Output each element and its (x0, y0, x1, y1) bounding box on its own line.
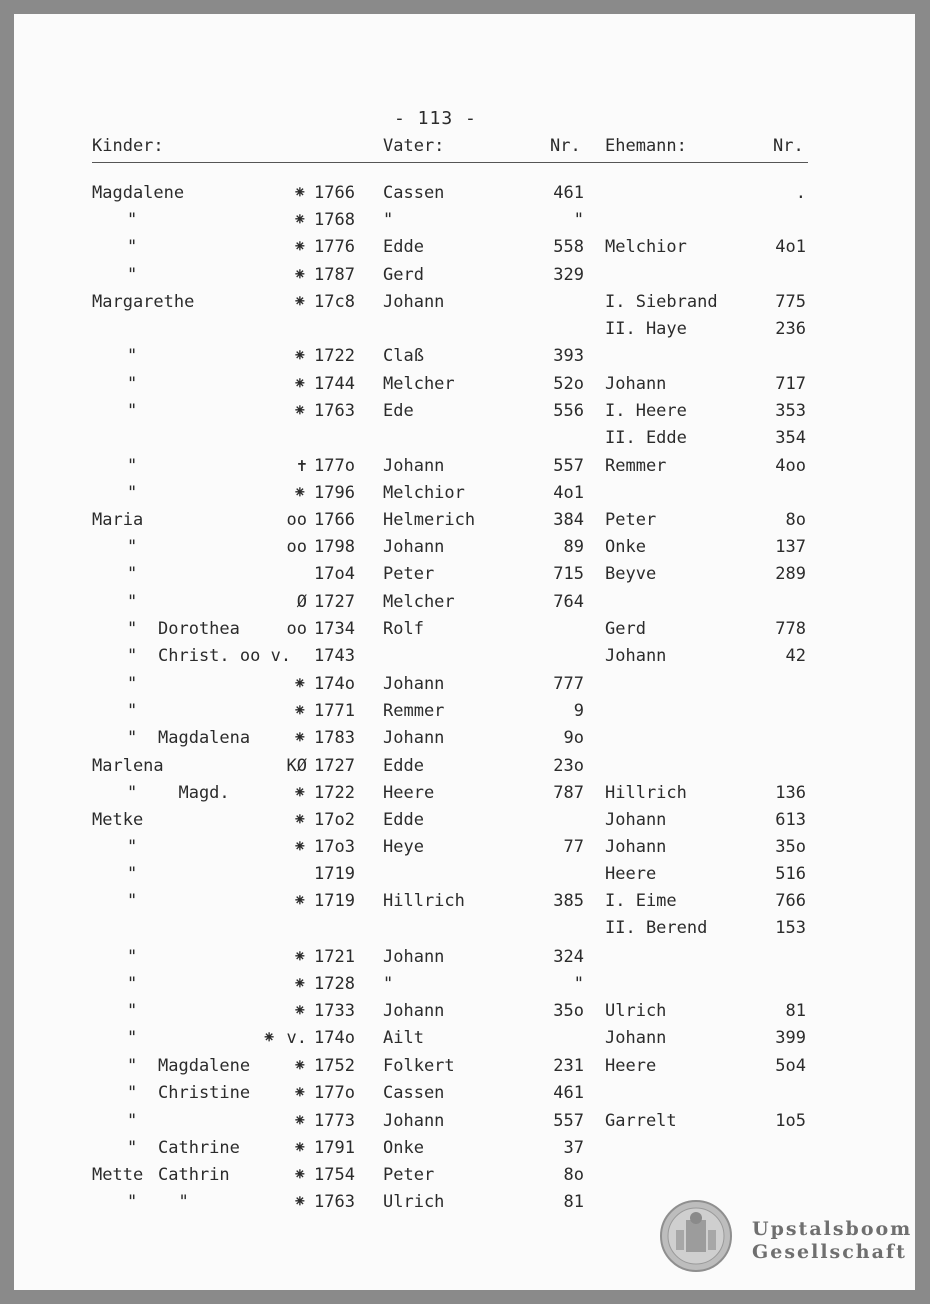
father-number: 777 (553, 674, 584, 694)
year: 1722 (314, 346, 355, 366)
husband-name: Johann (605, 810, 667, 830)
father-number: 81 (563, 1192, 584, 1212)
father-number: 4o1 (553, 483, 584, 503)
symbol: ⁕ (292, 1165, 307, 1185)
father-name: Peter (383, 1165, 435, 1185)
year: 1791 (314, 1138, 355, 1158)
husband-name: Gerd (605, 619, 646, 639)
year: 1766 (314, 183, 355, 203)
ditto-mark: " (127, 974, 138, 994)
husband-name: Heere (605, 1056, 657, 1076)
table-row (0, 917, 930, 944)
symbol: oo (286, 537, 307, 557)
husband-name: Peter (605, 510, 657, 530)
husband-number: 1o5 (775, 1111, 806, 1131)
father-name: Hillrich (383, 891, 465, 911)
header-kinder: Kinder: (92, 136, 164, 156)
table-row (0, 509, 930, 536)
sub-name: Christine (158, 1083, 251, 1103)
sub-name: " (158, 1192, 189, 1212)
husband-number: 137 (775, 537, 806, 557)
table-row (0, 645, 930, 672)
husband-number: 81 (785, 1001, 806, 1021)
father-number: 557 (553, 456, 584, 476)
husband-number: 289 (775, 564, 806, 584)
symbol: ⁕ (292, 701, 307, 721)
year: 1743 (314, 646, 355, 666)
husband-number: 4oo (775, 456, 806, 476)
ditto-mark: " (127, 619, 138, 639)
year: 1733 (314, 1001, 355, 1021)
ditto-mark: " (127, 237, 138, 257)
year: 1796 (314, 483, 355, 503)
year: 177o (314, 456, 355, 476)
symbol: ✝ (296, 456, 307, 476)
sub-name: Magd. (158, 783, 230, 803)
father-name: Peter (383, 564, 435, 584)
year: 1744 (314, 374, 355, 394)
table-row (0, 1191, 930, 1218)
year: 1728 (314, 974, 355, 994)
father-number: 461 (553, 1083, 584, 1103)
ditto-mark: " (127, 265, 138, 285)
sub-name: Cathrin (158, 1165, 230, 1185)
table-row (0, 345, 930, 372)
year: 174o (314, 1028, 355, 1048)
year: 1776 (314, 237, 355, 257)
year: 1727 (314, 592, 355, 612)
father-name: Cassen (383, 1083, 445, 1103)
table-row (0, 809, 930, 836)
society-name-line1: Upstalsboom (752, 1218, 913, 1240)
table-row (0, 1027, 930, 1054)
symbol: ⁕ (292, 1111, 307, 1131)
father-number: 558 (553, 237, 584, 257)
symbol: ⁕ (292, 837, 307, 857)
ditto-mark: " (127, 374, 138, 394)
father-name: Johann (383, 456, 445, 476)
symbol: ⁕ (292, 346, 307, 366)
year: 1722 (314, 783, 355, 803)
ditto-mark: " (127, 1192, 138, 1212)
husband-name: Heere (605, 864, 657, 884)
sub-name: Magdalena (158, 728, 251, 748)
father-name: Ailt (383, 1028, 424, 1048)
symbol: ⁕ (292, 947, 307, 967)
symbol: ⁕ (292, 210, 307, 230)
symbol: ⁕ (292, 483, 307, 503)
year: 1763 (314, 1192, 355, 1212)
sub-name: Cathrine (158, 1138, 240, 1158)
symbol: ⁕ (292, 374, 307, 394)
father-number: 329 (553, 265, 584, 285)
name: Magdalene (92, 183, 185, 203)
society-name-line2: Gesellschaft (752, 1241, 907, 1263)
table-row (0, 455, 930, 482)
husband-name: Ulrich (605, 1001, 667, 1021)
father-number: 385 (553, 891, 584, 911)
father-number: 764 (553, 592, 584, 612)
father-name: Helmerich (383, 510, 476, 530)
table-row (0, 782, 930, 809)
sub-name: Magdalene (158, 1056, 251, 1076)
table-row (0, 700, 930, 727)
year: 17o3 (314, 837, 355, 857)
father-number: 556 (553, 401, 584, 421)
header-nr: Nr. (550, 136, 581, 156)
table-row (0, 973, 930, 1000)
table-row (0, 291, 930, 318)
year: 1783 (314, 728, 355, 748)
father-number: 8o (563, 1165, 584, 1185)
symbol: ⁕ (292, 1138, 307, 1158)
father-name: Cassen (383, 183, 445, 203)
ditto-mark: " (127, 891, 138, 911)
husband-name: II. Haye (605, 319, 687, 339)
year: 1719 (314, 864, 355, 884)
year: 1773 (314, 1111, 355, 1131)
ditto-mark: " (127, 728, 138, 748)
year: 1727 (314, 756, 355, 776)
year: 1766 (314, 510, 355, 530)
husband-number: 775 (775, 292, 806, 312)
husband-number: 717 (775, 374, 806, 394)
symbol: ⁕ (292, 728, 307, 748)
symbol: ⁕ v. (262, 1028, 307, 1048)
father-name: Johann (383, 947, 445, 967)
ditto-mark: " (127, 864, 138, 884)
table-row (0, 427, 930, 454)
year: 1721 (314, 947, 355, 967)
father-number: 715 (553, 564, 584, 584)
header-rule (92, 162, 808, 163)
father-name: Heere (383, 783, 435, 803)
father-name: Ulrich (383, 1192, 445, 1212)
table-row (0, 318, 930, 345)
ditto-mark: " (127, 346, 138, 366)
symbol: ⁕ (292, 974, 307, 994)
table-row (0, 1055, 930, 1082)
husband-name: Beyve (605, 564, 657, 584)
symbol: ⁕ (292, 891, 307, 911)
father-name: Onke (383, 1138, 424, 1158)
father-name: Johann (383, 292, 445, 312)
ditto-mark: " (127, 537, 138, 557)
husband-number: 136 (775, 783, 806, 803)
ditto-mark: " (127, 210, 138, 230)
year: 17o2 (314, 810, 355, 830)
ditto-mark: " (127, 783, 138, 803)
ditto-mark: " (127, 456, 138, 476)
husband-name: Johann (605, 374, 667, 394)
husband-name: I. Heere (605, 401, 687, 421)
father-name: Folkert (383, 1056, 455, 1076)
table-row (0, 1082, 930, 1109)
symbol: ⁕ (292, 183, 307, 203)
father-number: 89 (563, 537, 584, 557)
father-name: Edde (383, 756, 424, 776)
ditto-mark: " (127, 564, 138, 584)
husband-number: 613 (775, 810, 806, 830)
father-name: Johann (383, 674, 445, 694)
father-name: Gerd (383, 265, 424, 285)
husband-number: 353 (775, 401, 806, 421)
father-name: Edde (383, 810, 424, 830)
husband-number: 42 (785, 646, 806, 666)
ditto-mark: " (127, 837, 138, 857)
header-nr-2: Nr. (773, 136, 804, 156)
ditto-mark: " (127, 1001, 138, 1021)
symbol: ⁕ (292, 265, 307, 285)
ditto-mark: " (127, 701, 138, 721)
ditto-mark: " (127, 674, 138, 694)
name: Marlena (92, 756, 164, 776)
husband-name: Onke (605, 537, 646, 557)
father-number: 393 (553, 346, 584, 366)
table-row (0, 209, 930, 236)
husband-name: II. Edde (605, 428, 687, 448)
father-number: 384 (553, 510, 584, 530)
symbol: ⁕ (292, 237, 307, 257)
ditto-mark: " (127, 401, 138, 421)
father-number: 231 (553, 1056, 584, 1076)
symbol: ⁕ (292, 1192, 307, 1212)
ditto-mark: " (127, 1138, 138, 1158)
year: 1768 (314, 210, 355, 230)
husband-number: 35o (775, 837, 806, 857)
year: 1763 (314, 401, 355, 421)
husband-name: Johann (605, 646, 667, 666)
symbol: KØ (286, 756, 307, 776)
year: 17c8 (314, 292, 355, 312)
husband-number: 766 (775, 891, 806, 911)
table-row (0, 727, 930, 754)
symbol: ⁕ (292, 674, 307, 694)
husband-number: 153 (775, 918, 806, 938)
father-number: 557 (553, 1111, 584, 1131)
year: 174o (314, 674, 355, 694)
table-row (0, 1164, 930, 1191)
ditto-mark: " (127, 1028, 138, 1048)
symbol: ⁕ (292, 292, 307, 312)
father-name: Johann (383, 1111, 445, 1131)
father-number: " (573, 974, 584, 994)
father-name: " (383, 974, 394, 994)
sub-name: Dorothea (158, 619, 240, 639)
year: 1771 (314, 701, 355, 721)
table-row (0, 618, 930, 645)
year: 1752 (314, 1056, 355, 1076)
father-name: Ede (383, 401, 414, 421)
father-name: Johann (383, 728, 445, 748)
society-watermark (752, 1218, 912, 1264)
husband-name: I. Eime (605, 891, 677, 911)
table-row (0, 836, 930, 863)
father-number: 9 (573, 701, 584, 721)
father-name: Rolf (383, 619, 424, 639)
table-row (0, 890, 930, 917)
table-row (0, 863, 930, 890)
father-name: Melchior (383, 483, 465, 503)
father-name: " (383, 210, 394, 230)
ditto-mark: " (127, 592, 138, 612)
table-row (0, 536, 930, 563)
husband-name: I. Siebrand (605, 292, 718, 312)
husband-name: Remmer (605, 456, 667, 476)
table-row (0, 236, 930, 263)
ditto-mark: " (127, 483, 138, 503)
symbol: ⁕ (292, 401, 307, 421)
husband-name: Johann (605, 837, 667, 857)
year: 1719 (314, 891, 355, 911)
husband-number: 778 (775, 619, 806, 639)
table-row (0, 755, 930, 782)
name: Metke (92, 810, 144, 830)
husband-number: 4o1 (775, 237, 806, 257)
husband-number: 516 (775, 864, 806, 884)
year: 1734 (314, 619, 355, 639)
table-row (0, 673, 930, 700)
symbol: Ø (296, 592, 307, 612)
symbol: ⁕ (292, 1056, 307, 1076)
husband-number: 399 (775, 1028, 806, 1048)
symbol: ⁕ (292, 1083, 307, 1103)
year: 1798 (314, 537, 355, 557)
name: Margarethe (92, 292, 195, 312)
husband-number: 8o (785, 510, 806, 530)
ditto-mark: " (127, 1083, 138, 1103)
name: Maria (92, 510, 144, 530)
sub-name: Christ. oo v. (158, 646, 292, 666)
father-number: 9o (563, 728, 584, 748)
symbol: ⁕ (292, 783, 307, 803)
name: Mette (92, 1165, 144, 1185)
year: 1787 (314, 265, 355, 285)
father-number: 35o (553, 1001, 584, 1021)
father-number: 37 (563, 1138, 584, 1158)
father-name: Melcher (383, 592, 455, 612)
page-number: - 113 - (394, 108, 477, 129)
symbol: ⁕ (292, 1001, 307, 1021)
father-number: " (573, 210, 584, 230)
husband-name: Hillrich (605, 783, 687, 803)
ditto-mark: " (127, 646, 138, 666)
husband-number: 354 (775, 428, 806, 448)
father-number: 461 (553, 183, 584, 203)
table-row (0, 400, 930, 427)
table-row (0, 182, 930, 209)
year: 1754 (314, 1165, 355, 1185)
table-row (0, 1110, 930, 1137)
husband-number: 5o4 (775, 1056, 806, 1076)
husband-number: . (795, 183, 806, 203)
symbol: oo (286, 510, 307, 530)
father-number: 52o (553, 374, 584, 394)
ditto-mark: " (127, 1111, 138, 1131)
father-number: 23o (553, 756, 584, 776)
table-row (0, 1137, 930, 1164)
year: 177o (314, 1083, 355, 1103)
husband-number: 236 (775, 319, 806, 339)
symbol: oo (286, 619, 307, 639)
table-row (0, 946, 930, 973)
father-name: Johann (383, 1001, 445, 1021)
table-row (0, 373, 930, 400)
ditto-mark: " (127, 1056, 138, 1076)
ditto-mark: " (127, 947, 138, 967)
husband-name: Johann (605, 1028, 667, 1048)
society-seal-icon (660, 1200, 732, 1272)
year: 17o4 (314, 564, 355, 584)
father-number: 77 (563, 837, 584, 857)
father-number: 324 (553, 947, 584, 967)
table-row (0, 563, 930, 590)
table-row (0, 1000, 930, 1027)
father-name: Heye (383, 837, 424, 857)
father-name: Claß (383, 346, 424, 366)
table-row (0, 482, 930, 509)
table-row (0, 264, 930, 291)
husband-name: Garrelt (605, 1111, 677, 1131)
symbol: ⁕ (292, 810, 307, 830)
father-number: 787 (553, 783, 584, 803)
husband-name: Melchior (605, 237, 687, 257)
father-name: Melcher (383, 374, 455, 394)
father-name: Remmer (383, 701, 445, 721)
husband-name: II. Berend (605, 918, 708, 938)
table-row (0, 591, 930, 618)
father-name: Edde (383, 237, 424, 257)
father-name: Johann (383, 537, 445, 557)
header-ehemann: Ehemann: (605, 136, 687, 156)
header-vater: Vater: (383, 136, 445, 156)
